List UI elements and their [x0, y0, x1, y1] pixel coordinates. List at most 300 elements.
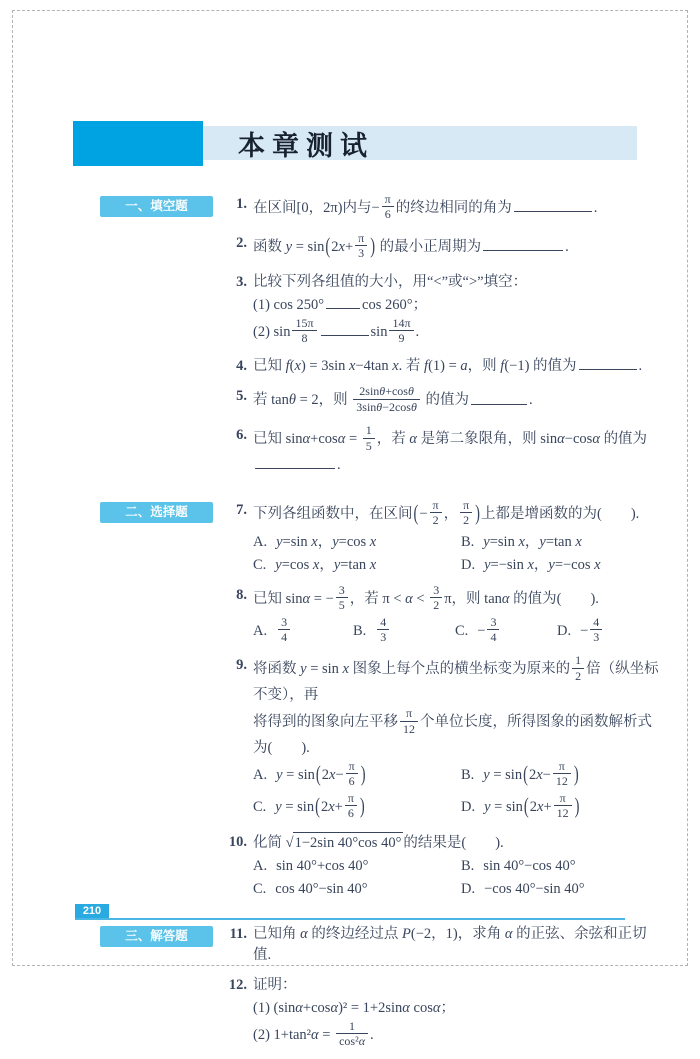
text: 将函数: [253, 661, 301, 678]
math-text: 12: [556, 806, 569, 821]
text: .: [638, 358, 643, 375]
math-text: sin 40°−cos 40°: [483, 857, 576, 874]
choice-C: [253, 879, 461, 900]
problem-line: [253, 924, 662, 966]
choice-C: [455, 614, 557, 647]
math-text: 1: [575, 653, 582, 668]
math-text: 1: [349, 1018, 356, 1033]
math-text: π: [347, 790, 354, 805]
math-text: cos 260°: [362, 296, 413, 313]
choice-list: [253, 758, 662, 825]
math-text: cos²: [339, 1034, 359, 1048]
header-accent-block: [73, 121, 203, 166]
math-text: 2: [529, 798, 537, 815]
math-text: (1) cos 250°: [253, 296, 325, 313]
math-text: = sin: [281, 798, 315, 815]
problem-body: [253, 425, 662, 478]
problem-11: [224, 924, 662, 968]
section-badge: 三、解答题: [100, 926, 213, 947]
problem-12: [224, 975, 662, 1053]
big-paren: ): [574, 794, 580, 820]
fraction: [572, 653, 584, 683]
text: 是第二象限角，则: [417, 431, 541, 448]
choice-label: B.: [353, 622, 367, 639]
math-text: =: [318, 1026, 335, 1043]
math-variable: α: [504, 925, 513, 942]
math-text: <: [412, 591, 429, 607]
denominator: [572, 669, 584, 683]
math-text: π: [432, 497, 439, 512]
big-paren: ): [475, 501, 480, 527]
problem-number: 6.: [236, 427, 247, 444]
math-text: (2) 1+tan²: [253, 1026, 312, 1043]
math-text: 3: [380, 629, 387, 644]
math-variable: α: [302, 591, 311, 607]
math-text: +cos: [310, 431, 338, 448]
problem-body: [253, 655, 662, 824]
math-variable: x: [329, 767, 336, 784]
math-variable: x: [575, 533, 582, 550]
math-text: 9: [398, 330, 405, 345]
section-multiple-choice: [100, 497, 662, 909]
math-text: = sin: [490, 798, 523, 815]
text: 内与: [342, 200, 372, 217]
math-text: )² = 1+2sin: [338, 999, 403, 1016]
math-text: =−sin: [490, 556, 528, 573]
math-text: =−cos: [554, 556, 595, 573]
math-text: =tan: [340, 556, 370, 573]
choice-label: C.: [455, 622, 469, 639]
fraction: [460, 498, 472, 528]
problem-2: [224, 230, 662, 265]
problem-line: [253, 315, 662, 348]
math-text: π: [559, 790, 566, 805]
numerator: [572, 653, 584, 668]
denominator: [336, 1034, 368, 1048]
numerator: [553, 759, 571, 774]
denominator: [430, 598, 442, 612]
choice-label: C.: [253, 798, 267, 815]
math-text: 2: [528, 767, 537, 784]
choice-label: A.: [253, 857, 268, 874]
math-text: 15π: [295, 315, 314, 330]
math-variable: x: [369, 533, 377, 550]
math-text: +: [344, 239, 354, 255]
section-problems: [224, 924, 662, 1059]
choice-C: [253, 790, 461, 823]
fraction: [553, 759, 571, 789]
math-text: π: [444, 591, 452, 607]
math-text: −: [477, 622, 486, 639]
math-text: 2: [433, 598, 440, 613]
problem-number: 4.: [236, 358, 247, 375]
math-text: 12: [555, 774, 568, 789]
math-variable: y: [276, 767, 283, 784]
problem-line: [253, 497, 662, 530]
math-text: −: [580, 622, 589, 639]
choice-D: [461, 790, 662, 823]
math-text: 2sin: [359, 384, 380, 399]
text: 若: [405, 358, 425, 375]
answer-blank: [471, 391, 527, 405]
choice-A: [253, 614, 353, 647]
math-text: sin 40°+cos 40°: [276, 857, 369, 874]
math-text: 14π: [392, 315, 411, 330]
math-text: π: [463, 497, 470, 512]
math-text: cos: [409, 999, 433, 1016]
text: 比较下列各组值的大小，用“<”或“>”填空：: [253, 273, 528, 290]
footer-rule: [75, 918, 625, 920]
text: 的终边相同的角为: [395, 200, 512, 217]
problem-body: [253, 582, 662, 649]
fraction: [382, 192, 394, 222]
math-text: = sin: [292, 239, 325, 255]
square-root: [286, 832, 404, 854]
math-text: (−2，1): [410, 925, 458, 942]
math-variable: y: [285, 239, 293, 255]
fraction: [278, 615, 290, 645]
text: ；: [440, 999, 455, 1016]
fraction: [400, 706, 418, 736]
math-text: 2: [321, 767, 329, 784]
answer-blank: [483, 237, 563, 251]
math-variable: α: [409, 431, 417, 448]
text: ，: [524, 533, 540, 550]
math-text: 3: [593, 629, 600, 644]
math-text: sin: [540, 431, 558, 448]
fraction: [355, 231, 367, 261]
denominator: [355, 246, 367, 260]
text: 的最小正周期为: [376, 239, 482, 255]
math-variable: y: [275, 798, 282, 815]
math-text: 3sin: [356, 399, 377, 414]
problem-line: [253, 1018, 662, 1051]
math-text: ( ).: [267, 739, 310, 756]
denominator: [278, 630, 290, 644]
text: 在区间: [253, 200, 297, 217]
problem-4: [224, 356, 662, 379]
problem-3: [224, 272, 662, 350]
numerator: [355, 231, 367, 246]
math-variable: y: [333, 556, 341, 573]
choice-label: D.: [461, 880, 476, 897]
math-text: =: [345, 431, 361, 448]
choice-list: [253, 614, 662, 649]
math-variable: θ: [376, 399, 383, 414]
numerator: [377, 615, 389, 630]
choice-C: [253, 555, 461, 576]
math-variable: α: [358, 1034, 365, 1048]
problem-line: [253, 295, 662, 316]
text: ，则: [451, 591, 485, 607]
fraction: [292, 316, 316, 346]
math-text: 12: [403, 721, 415, 736]
text: ，若: [376, 431, 410, 448]
math-text: = −: [310, 591, 334, 607]
math-text: (−1): [504, 358, 534, 375]
denominator: [487, 630, 499, 644]
math-variable: P: [402, 925, 411, 942]
denominator: [346, 774, 358, 788]
big-paren: ): [360, 762, 366, 788]
choice-label: A.: [253, 533, 268, 550]
math-variable: θ: [288, 392, 296, 409]
problem-line: [253, 194, 662, 224]
math-variable: y: [548, 556, 555, 573]
math-variable: x: [392, 358, 399, 375]
numerator: [400, 706, 418, 721]
text: 的值为: [599, 431, 648, 448]
math-variable: θ: [410, 399, 417, 414]
math-text: = 2: [295, 392, 319, 409]
text: 将得到的图象向左平移: [253, 714, 398, 731]
problem-number: 3.: [236, 273, 247, 290]
choice-B: [461, 532, 662, 553]
choice-label: A.: [253, 767, 268, 784]
math-text: π: [558, 758, 565, 773]
denominator: [430, 513, 442, 527]
math-variable: α: [330, 999, 339, 1016]
numerator: [345, 791, 357, 806]
problem-body: [253, 194, 662, 226]
denominator: [553, 774, 571, 788]
math-variable: x: [536, 767, 543, 784]
denominator: [382, 207, 394, 221]
numerator: [430, 498, 442, 513]
choice-label: D.: [557, 622, 572, 639]
text: 的结果是: [403, 834, 462, 851]
math-variable: α: [402, 999, 410, 1016]
text: ，则: [318, 392, 352, 409]
math-text: 3: [338, 582, 345, 597]
answer-blank: [321, 322, 369, 336]
problem-10: [224, 832, 662, 902]
choice-label: D.: [461, 556, 476, 573]
choice-label: A.: [253, 622, 268, 639]
text: 的值为: [533, 358, 577, 375]
fraction: [430, 583, 442, 613]
numerator: [430, 583, 442, 598]
math-text: (2) sin: [253, 323, 291, 340]
numerator: [382, 192, 394, 207]
numerator: [487, 615, 499, 630]
problem-body: [253, 497, 662, 578]
problem-line: [253, 272, 662, 293]
math-variable: α: [337, 431, 346, 448]
math-text: =tan: [545, 533, 576, 550]
math-text: (1) (sin: [253, 999, 296, 1016]
math-variable: y: [484, 798, 491, 815]
problem-7: [224, 497, 662, 578]
radicand: [293, 832, 404, 854]
math-text: 6: [384, 207, 391, 222]
text: 的值为: [421, 392, 469, 409]
math-text: 5: [365, 438, 372, 453]
fraction: [353, 384, 420, 414]
fraction: [363, 423, 375, 453]
text: 的终边经过点: [307, 925, 402, 942]
math-text: −2cos: [382, 399, 411, 414]
math-text: −: [371, 200, 380, 217]
math-variable: y: [276, 533, 283, 550]
problem-number: 2.: [236, 234, 247, 251]
big-paren: (: [325, 234, 331, 260]
text: 化简: [253, 834, 286, 851]
math-text: −: [335, 767, 344, 784]
problem-body: [253, 272, 662, 350]
text: 上都是增函数的为: [481, 506, 597, 523]
choice-list: [253, 532, 662, 578]
math-text: 2: [575, 668, 582, 683]
problem-line: [253, 356, 662, 377]
text: ，则: [467, 358, 501, 375]
math-text: =sin: [282, 533, 312, 550]
math-variable: x: [342, 661, 349, 678]
math-variable: θ: [407, 384, 414, 399]
numerator: [278, 615, 290, 630]
problem-number: 10.: [228, 833, 247, 850]
math-variable: θ: [379, 384, 386, 399]
text: 已知: [253, 591, 286, 607]
page-number-badge: 210: [75, 904, 109, 918]
problem-line: [253, 975, 662, 996]
fraction: [590, 615, 602, 645]
math-variable: y: [483, 767, 490, 784]
answer-blank: [579, 356, 637, 370]
math-variable: α: [295, 999, 303, 1016]
problem-body: [253, 924, 662, 968]
numerator: [336, 1019, 368, 1034]
denominator: [389, 331, 413, 345]
math-text: 6: [348, 774, 355, 789]
math-variable: α: [501, 591, 510, 607]
math-text: = sin: [489, 767, 523, 784]
denominator: [363, 439, 375, 453]
choice-label: C.: [253, 556, 267, 573]
problem-number: 1.: [236, 196, 247, 212]
math-text: 4: [281, 629, 288, 644]
text: ，求角: [457, 925, 505, 942]
math-text: 6: [347, 806, 354, 821]
math-text: 2: [432, 513, 439, 528]
section-badge: 一、填空题: [100, 196, 213, 217]
math-variable: y: [332, 533, 339, 550]
text: ，: [319, 556, 334, 573]
math-variable: α: [432, 999, 441, 1016]
math-variable: f: [424, 358, 429, 375]
denominator: [460, 513, 472, 527]
math-text: .: [398, 358, 406, 375]
math-variable: α: [302, 431, 311, 448]
section-fill-in-blanks: [100, 194, 662, 485]
math-variable: α: [405, 591, 413, 607]
section-badge: 二、选择题: [100, 502, 213, 523]
math-text: 5: [338, 598, 345, 613]
denominator: [336, 598, 348, 612]
numerator: [292, 316, 316, 331]
math-text: 4: [380, 614, 387, 629]
problem-line: [253, 582, 662, 615]
math-variable: y: [539, 533, 546, 550]
math-text: +cos: [302, 999, 331, 1016]
choice-label: B.: [461, 533, 475, 550]
choice-A: [253, 532, 461, 553]
text: 若: [253, 392, 272, 409]
big-paren: (: [523, 794, 529, 820]
big-paren: ): [359, 794, 365, 820]
math-text: sin: [285, 591, 303, 607]
math-text: ) = 3sin: [300, 358, 349, 375]
math-variable: α: [300, 925, 308, 942]
math-text: −cos: [564, 431, 593, 448]
math-variable: α: [557, 431, 565, 448]
problem-number: 11.: [229, 925, 247, 942]
text: .: [593, 200, 598, 217]
math-text: +: [543, 798, 552, 815]
math-text: ( ).: [556, 591, 599, 607]
math-text: ( ).: [461, 834, 504, 851]
big-paren: (: [315, 794, 320, 820]
text: 已知角: [253, 925, 301, 942]
denominator: [377, 630, 389, 644]
text: 的值为: [509, 591, 557, 607]
math-text: tan: [484, 591, 502, 607]
math-text: =cos: [281, 556, 313, 573]
math-text: .: [415, 323, 420, 340]
math-text: 2: [331, 239, 339, 255]
problem-body: [253, 832, 662, 902]
fraction: [346, 759, 358, 789]
choice-D: [461, 555, 662, 576]
problem-line: [253, 425, 662, 476]
text: .: [529, 392, 533, 409]
choice-A: [253, 758, 461, 791]
math-text: 4: [593, 614, 600, 629]
problem-body: [253, 356, 662, 379]
text: 函数: [253, 239, 286, 255]
math-text: π: [348, 758, 355, 773]
big-paren: (: [523, 762, 528, 788]
math-variable: f: [285, 358, 290, 375]
text: .: [565, 239, 569, 255]
answer-blank: [255, 455, 335, 469]
math-text: sin: [370, 323, 388, 340]
problem-body: [253, 975, 662, 1053]
problem-5: [224, 386, 662, 418]
text: 倍（纵坐标不变），再: [253, 661, 659, 704]
radical-sign: √: [285, 834, 294, 851]
fraction: [336, 1019, 368, 1049]
text: ，: [317, 533, 333, 550]
math-text: 2: [320, 798, 329, 815]
choice-B: [461, 856, 662, 877]
math-variable: x: [518, 533, 525, 550]
math-variable: α: [592, 431, 600, 448]
math-text: π: [358, 230, 365, 245]
math-text: π <: [382, 591, 406, 607]
math-text: +cos: [385, 384, 408, 399]
problem-line: [253, 832, 662, 854]
math-variable: x: [311, 533, 318, 550]
fraction: [487, 615, 499, 645]
section-problems: [224, 194, 662, 485]
text: 个单位长度，所得图象的函数解析式为: [253, 714, 652, 756]
answer-blank: [514, 198, 592, 212]
math-variable: y: [484, 556, 491, 573]
math-text: +: [334, 798, 343, 815]
problem-number: 9.: [236, 657, 247, 674]
problem-number: 12.: [228, 976, 247, 993]
